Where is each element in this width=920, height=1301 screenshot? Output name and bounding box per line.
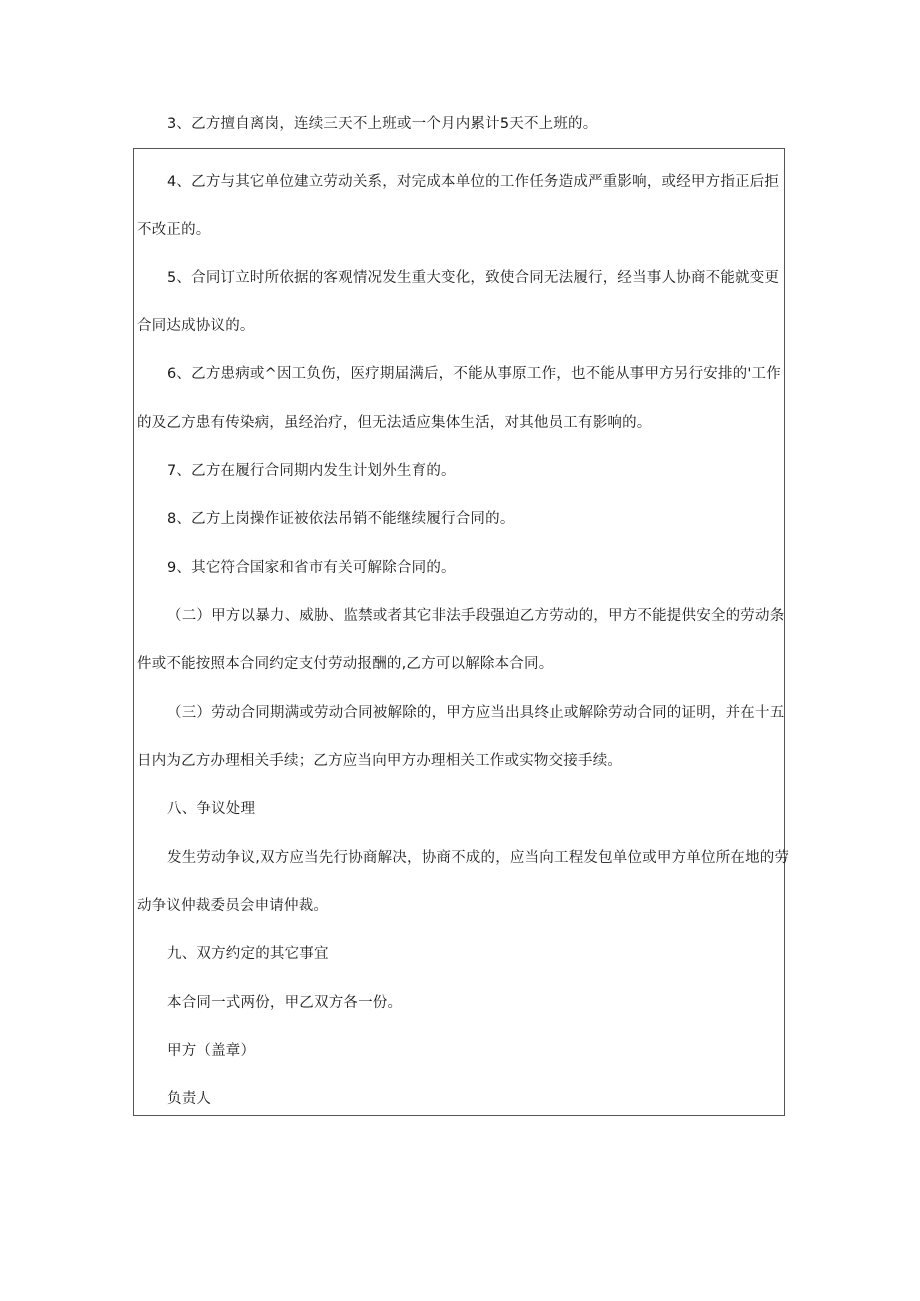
clause-2-line-1: （二）甲方以暴力、威胁、监禁或者其它非法手段强迫乙方劳动的，甲方不能提供安全的劳动条 [167, 608, 785, 624]
section-8-line-2: 动争议仲裁委员会申请仲裁。 [137, 898, 329, 914]
clause-item-3: 3、乙方擅自离岗，连续三天不上班或一个月内累计5天不上班的。 [167, 116, 598, 132]
section-9-heading: 九、双方约定的其它事宜 [167, 946, 329, 962]
clause-item-5-line-2: 合同达成协议的。 [137, 318, 255, 334]
clause-item-5-line-1: 5、合同订立时所依据的客观情况发生重大变化，致使合同无法履行，经当事人协商不能就变更 [167, 270, 780, 286]
clause-item-7: 7、乙方在履行合同期内发生计划外生育的。 [167, 463, 456, 479]
section-8-heading: 八、争议处理 [167, 801, 256, 817]
party-a-seal-label: 甲方（盖章） [167, 1043, 256, 1059]
section-8-line-1: 发生劳动争议,双方应当先行协商解决，协商不成的，应当向工程发包单位或甲方单位所在地的劳 [167, 850, 790, 866]
clause-item-8: 8、乙方上岗操作证被依法吊销不能继续履行合同的。 [167, 511, 515, 527]
clause-item-4-line-1: 4、乙方与其它单位建立劳动关系，对完成本单位的工作任务造成严重影响，或经甲方指正后拒 [167, 174, 780, 190]
clause-2-line-2: 件或不能按照本合同约定支付劳动报酬的,乙方可以解除本合同。 [137, 656, 554, 672]
clause-item-9: 9、其它符合国家和省市有关可解除合同的。 [167, 560, 456, 576]
content-frame [133, 148, 785, 1116]
clause-item-6-line-1: 6、乙方患病或^因工负伤，医疗期届满后，不能从事原工作，也不能从事甲方另行安排的'工作 [167, 366, 781, 382]
clause-item-6-line-2: 的及乙方患有传染病，虽经治疗，但无法适应集体生活，对其他员工有影响的。 [137, 415, 652, 431]
copies-line: 本合同一式两份，甲乙双方各一份。 [167, 995, 403, 1011]
person-in-charge-label: 负责人 [167, 1091, 212, 1107]
clause-3-line-2: 日内为乙方办理相关手续；乙方应当向甲方办理相关工作或实物交接手续。 [137, 753, 623, 769]
clause-item-4-line-2: 不改正的。 [137, 222, 211, 238]
clause-3-line-1: （三）劳动合同期满或劳动合同被解除的，甲方应当出具终止或解除劳动合同的证明，并在十五 [167, 705, 785, 721]
